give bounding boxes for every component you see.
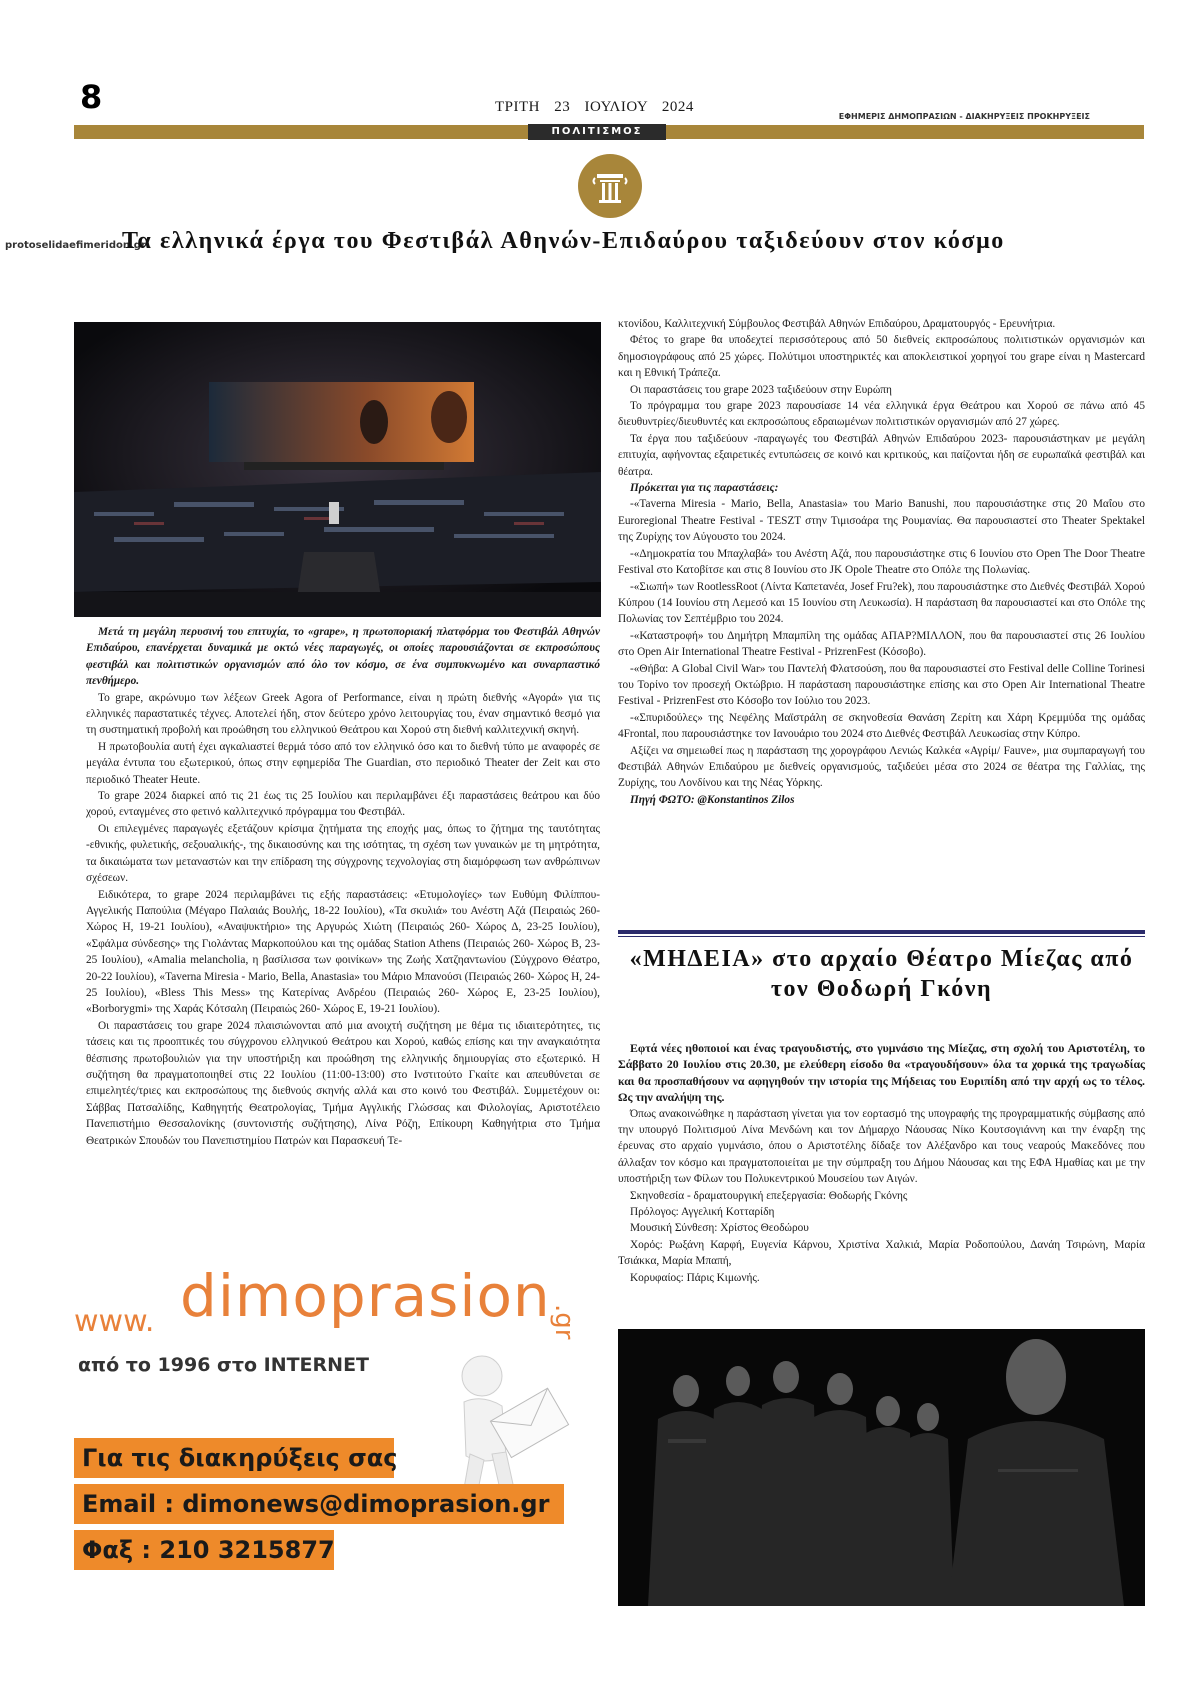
photo-credit: Πηγή ΦΩΤΟ: @Konstantinos Zilos bbox=[630, 793, 795, 806]
article1-paragraph: Το grape, ακρώνυμο των λέξεων Greek Agora of Performance, είναι η πρώτη διεθνής «Αγορά» για τις ελληνικές παραστατικές τέχνες. Αποτελεί ήδη, στον δεύτερο χρόνο λειτουργίας του, έναν σημαντικό θεσμό για τη συστηματική προβολή και προώθηση του ελληνικού Θεάτρου και Χορού στη διεθνή καλλιτεχνική σκηνή. bbox=[86, 691, 600, 737]
production-item: -«Θήβα: A Global Civil War» του Παντελή Φλατσούση, που θα παρουσιαστεί στο Festival delle Colline Torinesi του Τορίνο τον προσεχή Οκτώβριο. Η παράσταση παρουσιάστηκε επίσης και στο Open Air International Theatre Festival - PrizrenFest στο Κόσοβο τον Ιούλιο του 2023. bbox=[618, 662, 1145, 708]
article2-paragraph: Όπως ανακοινώθηκε η παράσταση γίνεται για τον εορτασμό της υπογραφής της προγραμματικής σύμβασης από την υπουργό Πολιτισμού Λίνα Μενδώνη και τον Δήμαρχο Νάουσας Νίκο Κουτσογιάννη και την έναρξη της έρευνας στο αρχαίο γυμνάσιο, όπου ο Αριστοτέλης δίδαξε τον Αλέξανδρο και τους νεαρούς Μακεδόνες που άλλαξαν τον κόσμο και πραγματοποιείται με την σύμπραξη του Δήμου Νάουσας και της ΕΦΑ Ημαθίας και με την υποστήριξη των Φίλων του Πολυκεντρικού Μουσείου των Αιγών. bbox=[618, 1107, 1145, 1186]
page-number: 8 bbox=[80, 78, 103, 116]
article1-left-column bbox=[86, 624, 600, 1149]
article1-paragraph: Ειδικότερα, το grape 2024 περιλαμβάνει τις εξής παραστάσεις: «Ετυμολογίες» των Ευθύμη Φιλίππου- Αγγελικής Παπούλια (Μέγαρο Παλαιάς Βουλής, 18-22 Ιουλίου), «Τα σκυλιά» του Ανέστη Αζά (Πειραιώς 260- Χώρος Η, 19-21 Ιουλίου), «Αναψυκτήριο» της Αργυρώς Χιώτη (Πειραιώς 260- Χώρος Δ, 23-25 Ιουλίου), «Σφάλμα σύνδεσης» της Γιολάντας Μαρκοπούλου και της ομάδας Station Athens (Πειραιώς 260- Χώρος Β, 23-25 Ιουλίου), «Amalia melancholia, η βασίλισσα των φοινίκων» της Ζωής Χατζηαντωνίου (Σύγχρονο Θέατρο, 20-22 Ιουλίου), «Taverna Miresia - Mario, Bella, Anastasia» του Μάριο Μπανούσι (Πειραιώς 260- Χώρος Η, 24-25 Ιουλίου), «Bless This Mess» της Κατερίνας Ανδρέου (Πειραιώς 260- Χώρος Ε, 23-25 Ιουλίου), «Borborygmi» της Χαράς Κότσαλη (Πειραιώς 260- Χώρος Ε, 19-21 Ιουλίου). bbox=[86, 888, 600, 1016]
production-item: -«Καταστροφή» του Δημήτρη Μπαμπίλη της ομάδας ΑΠΑΡ?ΜΙΛΛΟΝ, που θα παρουσιαστεί στις 26 Ιουλίου στο Open Air International Theatre Festival - PrizrenFest (Κόσοβο). bbox=[618, 629, 1145, 659]
source-watermark: protoselidaefimeridon.gr bbox=[5, 240, 146, 251]
article1-paragraph: Τα έργα που ταξιδεύουν -παραγωγές του Φεστιβάλ Αθηνών Επιδαύρου 2023- παρουσιάστηκαν με μεγάλη επιτυχία, αφήνοντας εξαιρετικές εντυπώσεις σε κοινό και κριτικούς, και παίζονται ήδη σε ευρωπαϊκά φεστιβάλ και θέατρα. bbox=[618, 432, 1145, 478]
article1-paragraph: Οι παραστάσεις του grape 2024 πλαισιώνονται από μια ανοιχτή συζήτηση με θέμα τις ιδιαιτερότητες, τις τάσεις και τις προοπτικές του σύγχρονου ελληνικού Θεάτρου και Χορού, καθώς επίσης και την αναγκαιότητα θέσπισης πρωτοβουλιών για την υποστήριξη και προώθηση της ελληνικής δημιουργίας στο εξωτερικό. Η συζήτηση θα πραγματοποιηθεί στις 22 Ιουλίου (11:00-13:00) στο Ινστιτούτο Γκαίτε και απευθύνεται σε επιμελητές/τριες και εκπροσώπους της διεθνούς σκηνής αλλά και στο κοινό του Φεστιβάλ. Συμμετέχουν οι: Σάββας Πατσαλίδης, Καθηγητής Θεατρολογίας, Τμήμα Αγγλικής Γλώσσας και Φιλολογίας, Αριστοτέλειο Πανεπιστήμιο Θεσσαλονίκης (συντονιστής συζήτησης), Λίνα Ρόζη, Επίκουρη Καθηγήτρια στο Τμήμα Θεατρικών Σπουδών του Πανεπιστημίου Πατρών και Παρασκευή Τε- bbox=[86, 1019, 600, 1147]
article-divider bbox=[618, 930, 1145, 934]
article1-paragraph: κτονίδου, Καλλιτεχνική Σύμβουλος Φεστιβάλ Αθηνών Επιδαύρου, Δραματουργός - Ερευνήτρια. bbox=[618, 318, 1056, 330]
article1-right-column bbox=[618, 316, 1145, 808]
credit-line: Πρόλογος: Αγγελική Κοτταρίδη bbox=[630, 1206, 775, 1219]
article1-paragraph: Αξίζει να σημειωθεί πως η παράσταση της χορογράφου Λενιώς Καλκέα «Αγρίμ/ Fauve», μια συμπαραγωγή του Φεστιβάλ Αθηνών Επιδαύρου με διεθνείς οργανισμούς, ταξιδεύει μέσα στο 2024 σε θέατρα της Γαλλίας, της Ζυρίχης, του Λονδίνου και της Νέας Υόρκης. bbox=[618, 744, 1145, 790]
article1-paragraph: Το πρόγραμμα του grape 2023 παρουσίασε 14 νέα ελληνικά έργα Θεάτρου και Χορού σε πάνω από 45 διευθυντρίες/διευθυντές και εκπροσώπους εδραιωμένων πολιτιστικών οργανισμών από 27 χώρες. bbox=[618, 400, 1145, 429]
ad-fax-band: Φαξ : 210 3215877 bbox=[74, 1530, 334, 1570]
article2-column bbox=[618, 1040, 1145, 1286]
credit-line: Κορυφαίος: Πάρις Κιμωνής. bbox=[630, 1271, 760, 1284]
ad-email-band[interactable]: Email : dimonews@dimoprasion.gr bbox=[74, 1484, 564, 1524]
production-item: -«Δημοκρατία του Μπαχλαβά» του Ανέστη Αζά, που παρουσιάστηκε στις 6 Ιουνίου στο Open The Door Theatre Festival στο Κατοβίτσε και στις 8 Ιουνίου στο JK Opole Theatre στο Οπόλε της Πολωνίας. bbox=[618, 547, 1145, 577]
article1-paragraph: Το grape 2024 διαρκεί από τις 21 έως τις 25 Ιουλίου και περιλαμβάνει έξι παραστάσεις θεάτρου και δύο χορού, ενταγμένες στο φετινό καλλιτεχνικό πρόγραμμα του Φεστιβάλ. bbox=[86, 790, 600, 819]
article1-paragraph: Φέτος το grape θα υποδεχτεί περισσότερους από 50 διεθνείς εκπροσώπους πολιτιστικών οργανισμών και δημοσιογράφους από 25 χώρες. Πολύτιμοι υποστηρικτές και αποκλειστικοί χορηγοί του grape είναι η Mastercard και η Εθνική Τράπεζα. bbox=[618, 334, 1145, 380]
article2-lead: Εφτά νέες ηθοποιοί και ένας τραγουδιστής, στο γυμνάσιο της Μίεζας, στη σχολή του Αριστοτέλη, το Σάββατο 20 Ιουλίου στις 20.30, με ελεύθερη είσοδο θα «τραγουδήσουν» όλα τα χορικά της τραγωδίας και θα προσπαθήσουν να αφηγηθούν την ιστορία της Μήδειας του Ευριπίδη από την αρχή ως το τέλος. Ως την αναλήψη της. bbox=[618, 1041, 1145, 1105]
medea-article-title: «ΜΗΔΕΙΑ» στο αρχαίο Θέατρο Μίεζας από τον Θοδωρή Γκόνη bbox=[629, 946, 1134, 1002]
article1-lead: Μετά τη μεγάλη περυσινή του επιτυχία, το «grape», η πρωτοποριακή πλατφόρμα του Φεστιβάλ Αθηνών Επιδαύρου, επανέρχεται δυναμικά με οκτώ νέες παραγωγές, οι οποίες παρουσιάζονται σε εκπροσώπους φεστιβάλ και πολιτιστικών οργανισμών από όλο τον κόσμο, σε ένα συμπυκνωμένο και συναρπαστικό πενθήμερο. bbox=[86, 626, 600, 688]
productions-heading: Πρόκειται για τις παραστάσεις: bbox=[630, 482, 779, 495]
production-item: -«Taverna Miresia - Mario, Bella, Anastasia» του Mario Banushi, που παρουσιάστηκε στις 20 Μαΐου στο Euroregional Theatre Festival - TESZT στην Τιμισοάρα της Ρουμανίας. Θα παρουσιαστεί στο Theater Spektakel της Ζυρίχης τον Αύγουστο του 2024. bbox=[618, 498, 1145, 544]
credit-line: Μουσική Σύνθεση: Χρίστος Θεοδώρου bbox=[630, 1222, 809, 1235]
ad-announcements-band: Για τις διακηρύξεις σας bbox=[74, 1438, 394, 1478]
credit-line: Χορός: Ρωξάνη Καρφή, Ευγενία Κάρνου, Χριστίνα Χαλκιά, Μαρία Ροδοπούλου, Δανάη Τσιρώνη, Μαρία Τσιάκκα, Μαρία Μπαπή, bbox=[618, 1238, 1145, 1268]
credit-line: Σκηνοθεσία - δραματουργική επεξεργασία: Θοδωρής Γκόνης bbox=[630, 1189, 908, 1202]
article1-paragraph: Οι επιλεγμένες παραγωγές εξετάζουν κρίσιμα ζητήματα της εποχής μας, όπως το ζήτημα της ταυτότητας -εθνικής, φυλετικής, σεξουαλικής-, της δικαιοσύνης και της ισότητας, τη σχέση των γυναικών με τη μητρότητα, τα δικαιώματα των μεταναστών και την επίδραση της σύγχρονης τεχνολογίας στη διαμόρφωση των ανθρώπινων σχέσεων. bbox=[86, 822, 600, 885]
production-item: -«Σιωπή» των RootlessRoot (Λίντα Καπετανέα, Josef Fru?ek), που παρουσιάστηκε στο Διεθνές Φεστιβάλ Χορού Κύπρου (14 Ιουνίου στη Λεμεσό και 15 Ιουνίου στη Λευκωσία). Η παράσταση θα παρουσιαστεί και στο Οπόλε της Πολωνίας τον Σεπτέμβριο του 2024. bbox=[618, 580, 1145, 626]
ad-domain-suffix: .gr bbox=[549, 1304, 579, 1340]
section-label: ΠΟΛΙΤΙΣΜΟΣ bbox=[528, 124, 666, 140]
ad-since-line: από το 1996 στο INTERNET bbox=[78, 1354, 370, 1376]
medea-chorus-photo bbox=[618, 1329, 1145, 1606]
issue-date: ΤΡΙΤΗ 23 ΙΟΥΛΙΟΥ 2024 bbox=[495, 99, 694, 115]
dimoprasion-advertisement[interactable] bbox=[74, 1262, 601, 1607]
newspaper-brand: ΕΦΗΜΕΡΙΣ ΔΗΜΟΠΡΑΣΙΩΝ - ΔΙΑΚΗΡΥΞΕΙΣ ΠΡΟΚΗΡΥΞΕΙΣ bbox=[838, 112, 1090, 121]
column-capital-icon bbox=[578, 154, 642, 218]
festival-stage-photo bbox=[74, 322, 601, 617]
article1-paragraph: Η πρωτοβουλία αυτή έχει αγκαλιαστεί θερμά τόσο από τον ελληνικό όσο και το διεθνή τύπο με αναφορές σε μεγάλα έντυπα του εξωτερικού, όπως στην εφημερίδα The Guardian, στο περιοδικό Theater der Zeit και στο περιοδικό Theater Heute. bbox=[86, 740, 600, 786]
article1-subheading: Οι παραστάσεις του grape 2023 ταξιδεύουν στην Ευρώπη bbox=[630, 383, 892, 396]
production-item: -«Σπυριδούλες» της Νεφέλης Μαϊστράλη σε σκηνοθεσία Θανάση Ζερίτη και Χάρη Κρεμμύδα της ομάδας 4Frontal, που παρουσιάστηκε τον Ιανουάριο του 2024 στο Διεθνές Φεστιβάλ Λευκωσίας στην Κύπρο. bbox=[618, 711, 1145, 741]
ad-brand-name: dimoprasion bbox=[180, 1262, 551, 1330]
ad-www: www. bbox=[74, 1304, 155, 1339]
article-title: Τα ελληνικά έργα του Φεστιβάλ Αθηνών-Επιδαύρου ταξιδεύουν στον κόσμο bbox=[122, 228, 1005, 254]
article-divider-thin bbox=[618, 936, 1145, 937]
